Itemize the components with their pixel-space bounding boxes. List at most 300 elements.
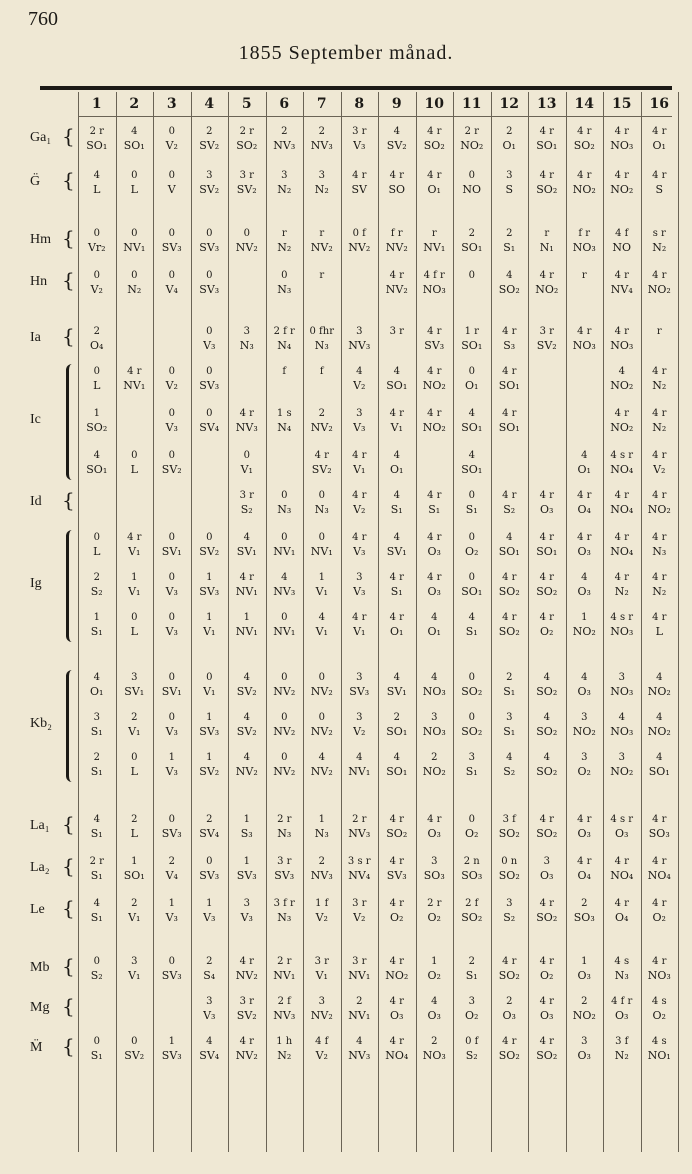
cell-cloud-value: 4 r (614, 270, 629, 281)
row-brace: { (62, 324, 75, 348)
table-cell (528, 954, 566, 983)
cell-wind-value: V₃ (165, 421, 178, 434)
cell-wind-value: SV₃ (199, 725, 220, 738)
cell-cloud-value: 0 (243, 228, 250, 239)
cell-cloud-value: 4 r (352, 490, 367, 501)
table-cell (266, 570, 304, 599)
cell-cloud-value: 4 (281, 572, 288, 583)
cell-cloud-value: 4 r (239, 572, 254, 583)
table-cell (78, 268, 116, 297)
cell-cloud-value: 3 r (352, 956, 367, 967)
column-header: 5 (241, 96, 252, 112)
cell-cloud-value: 0 (131, 270, 138, 281)
cell-cloud-value: 4 r (352, 170, 367, 181)
table-cell (641, 268, 679, 297)
table-cell (266, 324, 304, 353)
cell-wind-value: Vr₂ (87, 241, 106, 254)
table-cell (266, 406, 304, 435)
cell-wind-value: NV₁ (273, 545, 296, 558)
table-cell (641, 406, 679, 435)
table-cell (453, 896, 491, 925)
cell-wind-value: O₂ (652, 911, 666, 924)
cell-cloud-value: 0 (168, 814, 175, 825)
cell-cloud-value: 4 r (652, 856, 667, 867)
table-cell (153, 268, 191, 297)
cell-cloud-value: 4 (656, 712, 663, 723)
cell-wind-value: SO₂ (536, 183, 558, 196)
cell-wind-value: S₃ (503, 339, 516, 352)
cell-wind-value: SO₂ (86, 421, 108, 434)
cell-cloud-value: 1 (168, 1036, 175, 1047)
cell-cloud-value: 0 (281, 672, 288, 683)
cell-cloud-value: 0 (93, 1036, 100, 1047)
cell-cloud-value: 3 (243, 898, 250, 909)
cell-wind-value: V₃ (165, 725, 178, 738)
cell-wind-value: O₁ (465, 379, 479, 392)
cell-cloud-value: 0 fhr (309, 326, 334, 337)
table-cell (603, 168, 641, 197)
table-cell (378, 854, 416, 883)
cell-wind-value: O₃ (427, 1009, 441, 1022)
table-cell (528, 896, 566, 925)
cell-cloud-value: 1 s (276, 408, 292, 419)
table-cell (116, 570, 154, 599)
cell-wind-value: V₁ (353, 625, 366, 638)
cell-cloud-value: f r (390, 228, 403, 239)
cell-cloud-value: 3 r (277, 856, 292, 867)
table-cell (78, 530, 116, 559)
cell-wind-value: NV₂ (235, 765, 258, 778)
cell-wind-value: SO₂ (498, 969, 520, 982)
cell-wind-value: SO₁ (461, 463, 483, 476)
cell-cloud-value: 1 (206, 752, 213, 763)
cell-wind-value: SO₁ (86, 139, 108, 152)
table-cell (228, 1034, 266, 1063)
cell-wind-value: S₁ (90, 827, 103, 840)
cell-cloud-value: 4 (581, 672, 588, 683)
table-cell (603, 570, 641, 599)
cell-wind-value: NO₃ (422, 1049, 446, 1062)
table-cell (528, 710, 566, 739)
cell-cloud-value: 4 r (577, 326, 592, 337)
cell-cloud-value: r (581, 270, 587, 281)
column-rule (678, 92, 679, 1152)
table-cell (153, 406, 191, 435)
table-cell (491, 994, 529, 1023)
table-cell (78, 812, 116, 841)
cell-wind-value: NO₂ (572, 725, 596, 738)
cell-cloud-value: 0 (131, 228, 138, 239)
table-cell (228, 226, 266, 255)
cell-wind-value: SO₁ (498, 545, 520, 558)
table-cell (153, 670, 191, 699)
table-cell (341, 896, 379, 925)
cell-wind-value: V₁ (240, 463, 253, 476)
station-label: Ig (30, 576, 42, 591)
cell-wind-value: V₁ (128, 585, 141, 598)
cell-cloud-value: 4 (93, 170, 100, 181)
cell-cloud-value: 4 (618, 712, 625, 723)
cell-cloud-value: 0 f (352, 228, 366, 239)
cell-cloud-value: 4 r (539, 572, 554, 583)
cell-wind-value: N₃ (314, 503, 329, 516)
cell-wind-value: O₄ (577, 869, 591, 882)
cell-cloud-value: 4 r (427, 326, 442, 337)
cell-cloud-value: 0 (318, 532, 325, 543)
cell-wind-value: SO₁ (386, 379, 408, 392)
table-cell (566, 812, 604, 841)
cell-wind-value: NV₁ (273, 969, 296, 982)
cell-cloud-value: 4 (581, 450, 588, 461)
cell-wind-value: SO₂ (498, 869, 520, 882)
cell-cloud-value: 4 r (539, 270, 554, 281)
cell-wind-value: O₃ (577, 685, 591, 698)
cell-wind-value: SO₁ (461, 421, 483, 434)
table-cell (603, 268, 641, 297)
table-cell (528, 226, 566, 255)
cell-cloud-value: 0 (468, 270, 475, 281)
table-cell (303, 124, 341, 153)
table-cell (266, 994, 304, 1023)
cell-wind-value: NO₂ (647, 725, 671, 738)
cell-wind-value: V₁ (203, 625, 216, 638)
cell-wind-value: SO₂ (536, 685, 558, 698)
cell-wind-value: O₁ (90, 685, 104, 698)
cell-cloud-value: 3 f r (273, 898, 295, 909)
cell-cloud-value: 4 r (389, 270, 404, 281)
cell-wind-value: SV₁ (124, 685, 145, 698)
cell-cloud-value: 0 (318, 672, 325, 683)
cell-wind-value: SO₃ (573, 911, 595, 924)
table-cell (603, 226, 641, 255)
cell-cloud-value: 1 (318, 572, 325, 583)
cell-wind-value: SO₂ (236, 139, 258, 152)
cell-cloud-value: f r (578, 228, 591, 239)
table-cell (78, 610, 116, 639)
cell-wind-value: NO₃ (572, 339, 596, 352)
table-cell (453, 168, 491, 197)
table-cell (566, 750, 604, 779)
cell-cloud-value: 4 r (577, 814, 592, 825)
station-label: Ia (30, 330, 41, 345)
cell-wind-value: NV₃ (273, 139, 296, 152)
table-cell (341, 854, 379, 883)
cell-cloud-value: 0 (318, 490, 325, 501)
cell-wind-value: SV₃ (424, 339, 445, 352)
cell-wind-value: NO₃ (572, 241, 596, 254)
cell-wind-value: NO₂ (535, 283, 559, 296)
table-cell (641, 710, 679, 739)
cell-cloud-value: 1 (93, 612, 100, 623)
table-cell (416, 406, 454, 435)
cell-cloud-value: 4 r (427, 366, 442, 377)
cell-wind-value: V₃ (165, 911, 178, 924)
cell-wind-value: NO₂ (647, 283, 671, 296)
table-cell (566, 1034, 604, 1063)
table-cell (116, 670, 154, 699)
cell-wind-value: N₂ (614, 1049, 629, 1062)
cell-cloud-value: 0 (243, 450, 250, 461)
cell-cloud-value: 4 r (127, 366, 142, 377)
cell-cloud-value: 4 r (389, 612, 404, 623)
cell-wind-value: O₃ (577, 1049, 591, 1062)
table-cell (641, 570, 679, 599)
station-label: La₂ (30, 860, 50, 875)
cell-wind-value: SV₄ (199, 421, 220, 434)
cell-cloud-value: 3 f (502, 814, 516, 825)
cell-cloud-value: 2 (168, 856, 175, 867)
cell-cloud-value: 0 (168, 228, 175, 239)
cell-wind-value: S₁ (503, 725, 516, 738)
cell-wind-value: SO₁ (498, 421, 520, 434)
cell-cloud-value: 3 (506, 170, 513, 181)
cell-wind-value: SV₃ (161, 241, 182, 254)
table-cell (303, 448, 341, 477)
column-header: 4 (204, 96, 215, 112)
cell-cloud-value: 3 (356, 572, 363, 583)
cell-wind-value: O₃ (577, 969, 591, 982)
column-header: 12 (499, 96, 519, 112)
cell-cloud-value: 1 (243, 856, 250, 867)
cell-cloud-value: 3 (618, 752, 625, 763)
cell-wind-value: SO₁ (461, 585, 483, 598)
cell-wind-value: NV₃ (310, 869, 333, 882)
table-cell (116, 226, 154, 255)
cell-cloud-value: 0 (468, 366, 475, 377)
cell-cloud-value: r (544, 228, 550, 239)
cell-wind-value: S₂ (503, 765, 516, 778)
cell-cloud-value: 4 s r (610, 814, 634, 825)
row-brace: { (62, 226, 75, 250)
cell-cloud-value: 4 (93, 672, 100, 683)
cell-wind-value: O₂ (390, 911, 404, 924)
table-cell (491, 896, 529, 925)
cell-wind-value: V₁ (203, 685, 216, 698)
table-cell (153, 954, 191, 983)
cell-cloud-value: 4 s r (610, 612, 634, 623)
table-cell (528, 168, 566, 197)
cell-wind-value: NO₂ (422, 421, 446, 434)
cell-cloud-value: 0 (93, 270, 100, 281)
cell-wind-value: NO₄ (610, 463, 634, 476)
table-cell (416, 812, 454, 841)
cell-cloud-value: 2 (506, 672, 513, 683)
table-cell (378, 812, 416, 841)
cell-wind-value: O₃ (540, 869, 554, 882)
table-cell (228, 488, 266, 517)
cell-cloud-value: 2 (506, 996, 513, 1007)
table-cell (191, 994, 229, 1023)
table-cell (191, 854, 229, 883)
table-cell (191, 812, 229, 841)
table-cell (641, 670, 679, 699)
table-cell (78, 448, 116, 477)
cell-cloud-value: 0 (93, 532, 100, 543)
cell-wind-value: O₂ (465, 827, 479, 840)
cell-wind-value: S (655, 183, 664, 196)
table-cell (566, 324, 604, 353)
cell-wind-value: SV₃ (199, 585, 220, 598)
cell-wind-value: SV₃ (161, 827, 182, 840)
cell-wind-value: NV₁ (348, 969, 371, 982)
station-label: Hn (30, 274, 48, 289)
cell-cloud-value: 0 (468, 170, 475, 181)
cell-wind-value: N₂ (614, 585, 629, 598)
cell-cloud-value: 4 r (539, 532, 554, 543)
cell-cloud-value: 4 r (427, 814, 442, 825)
cell-wind-value: NO₂ (610, 379, 634, 392)
cell-cloud-value: 4 f (615, 228, 629, 239)
table-cell (228, 610, 266, 639)
cell-wind-value: V₃ (203, 339, 216, 352)
cell-cloud-value: 3 (468, 752, 475, 763)
cell-wind-value: O₃ (502, 1009, 516, 1022)
cell-cloud-value: 2 (506, 126, 513, 137)
cell-wind-value: V₂ (90, 283, 103, 296)
cell-cloud-value: 4 r (389, 856, 404, 867)
table-cell (116, 896, 154, 925)
cell-wind-value: NV₂ (273, 685, 296, 698)
cell-cloud-value: 4 f r (423, 270, 445, 281)
table-cell (303, 750, 341, 779)
row-brace: { (62, 854, 75, 878)
cell-wind-value: SV₃ (236, 869, 257, 882)
cell-cloud-value: 1 (581, 612, 588, 623)
cell-cloud-value: 0 (206, 672, 213, 683)
cell-wind-value: N₄ (277, 339, 292, 352)
cell-cloud-value: 4 (393, 490, 400, 501)
cell-cloud-value: 4 (243, 672, 250, 683)
cell-wind-value: V₁ (315, 585, 328, 598)
cell-cloud-value: 4 r (652, 366, 667, 377)
cell-wind-value: NO₂ (385, 969, 409, 982)
table-cell (641, 610, 679, 639)
cell-cloud-value: 4 (243, 712, 250, 723)
cell-wind-value: V₁ (315, 625, 328, 638)
table-cell (228, 670, 266, 699)
cell-cloud-value: 4 (318, 612, 325, 623)
cell-wind-value: NO₂ (647, 503, 671, 516)
table-cell (566, 610, 604, 639)
cell-cloud-value: 3 (506, 712, 513, 723)
cell-wind-value: NO₂ (572, 625, 596, 638)
station-label: Id (30, 494, 42, 509)
table-cell (641, 1034, 679, 1063)
cell-cloud-value: 2 (131, 814, 138, 825)
cell-cloud-value: f (319, 366, 324, 377)
table-cell (491, 570, 529, 599)
cell-cloud-value: 4 r (389, 814, 404, 825)
cell-wind-value: SO₂ (536, 585, 558, 598)
cell-cloud-value: 1 (168, 898, 175, 909)
cell-cloud-value: 4 r (502, 612, 517, 623)
cell-cloud-value: 3 r (239, 996, 254, 1007)
table-cell (378, 448, 416, 477)
table-cell (116, 854, 154, 883)
cell-wind-value: NV₁ (273, 625, 296, 638)
cell-wind-value: NV₂ (235, 969, 258, 982)
table-cell (603, 954, 641, 983)
cell-wind-value: SO₂ (536, 911, 558, 924)
table-cell (453, 670, 491, 699)
table-cell (78, 896, 116, 925)
cell-cloud-value: r (319, 270, 325, 281)
table-cell (528, 812, 566, 841)
cell-cloud-value: 3 f (615, 1036, 629, 1047)
cell-wind-value: V₂ (353, 725, 366, 738)
table-cell (191, 268, 229, 297)
table-cell (566, 124, 604, 153)
table-cell (566, 488, 604, 517)
cell-wind-value: NV₂ (310, 725, 333, 738)
cell-cloud-value: 4 r (127, 532, 142, 543)
table-cell (153, 896, 191, 925)
table-cell (341, 610, 379, 639)
cell-wind-value: SV₁ (161, 545, 182, 558)
table-cell (378, 750, 416, 779)
cell-wind-value: V₃ (165, 765, 178, 778)
table-cell (603, 448, 641, 477)
table-cell (378, 896, 416, 925)
cell-wind-value: O₃ (615, 1009, 629, 1022)
table-cell (603, 406, 641, 435)
cell-cloud-value: 4 r (614, 326, 629, 337)
station-label: G̈ (30, 174, 41, 189)
table-cell (453, 364, 491, 393)
cell-wind-value: O₄ (90, 339, 104, 352)
group-brace (66, 530, 75, 642)
table-cell (191, 710, 229, 739)
table-cell (641, 226, 679, 255)
cell-cloud-value: 4 s (651, 1036, 667, 1047)
column-header: 13 (537, 96, 557, 112)
cell-cloud-value: 0 (206, 270, 213, 281)
table-cell (191, 896, 229, 925)
cell-cloud-value: 2 (356, 996, 363, 1007)
cell-wind-value: SV₂ (199, 183, 220, 196)
cell-wind-value: SO₂ (498, 283, 520, 296)
cell-wind-value: S₂ (90, 969, 103, 982)
cell-wind-value: NV₂ (385, 241, 408, 254)
cell-cloud-value: 0 (131, 450, 138, 461)
table-cell (153, 530, 191, 559)
table-cell (416, 750, 454, 779)
cell-wind-value: SO₁ (648, 765, 670, 778)
cell-wind-value: N₂ (314, 183, 329, 196)
table-cell (191, 570, 229, 599)
cell-wind-value: N₃ (277, 503, 292, 516)
cell-wind-value: NO₃ (422, 685, 446, 698)
table-cell (566, 854, 604, 883)
column-header: 8 (354, 96, 365, 112)
cell-wind-value: L (93, 545, 101, 558)
cell-wind-value: SO₂ (498, 827, 520, 840)
table-cell (191, 530, 229, 559)
table-cell (491, 750, 529, 779)
cell-cloud-value: 1 (131, 572, 138, 583)
cell-cloud-value: 2 (93, 572, 100, 583)
table-cell (116, 124, 154, 153)
table-cell (341, 406, 379, 435)
cell-wind-value: S₃ (240, 827, 253, 840)
page-number: 760 (28, 8, 58, 30)
table-cell (528, 994, 566, 1023)
table-cell (566, 570, 604, 599)
cell-wind-value: SV (351, 183, 367, 196)
cell-cloud-value: 4 r (539, 996, 554, 1007)
cell-wind-value: V₃ (353, 585, 366, 598)
table-cell (78, 854, 116, 883)
